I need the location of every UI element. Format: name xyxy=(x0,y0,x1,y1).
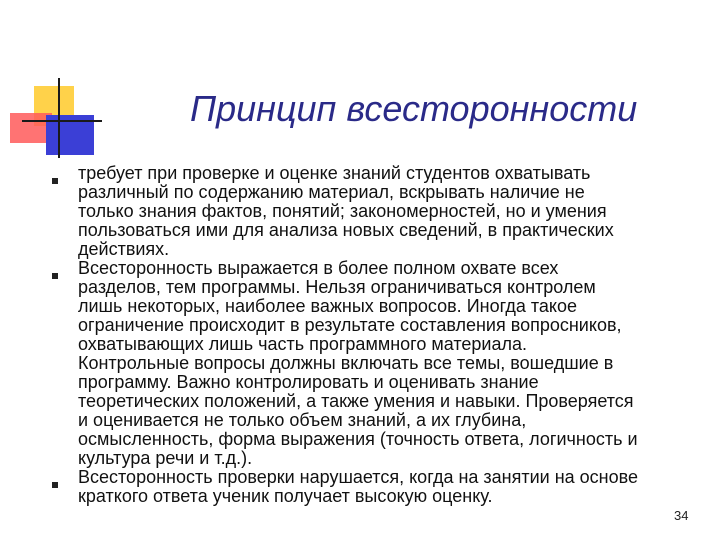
logo-vertical-line xyxy=(58,78,60,158)
bullet-text: требует при проверке и оценке знаний студентов охватывать различный по содержанию материал, вскрывать наличие не только знания фактов, понятий; закономерностей, но и умения пользоваться ими для анализа новых сведений, в практических действиях. xyxy=(78,163,614,259)
bullet-text: Всесторонность проверки нарушается, когда на занятии на основе краткого ответа ученик получает высокую оценку. xyxy=(78,467,639,506)
bullet-list xyxy=(52,164,702,506)
bullet-text: Всесторонность выражается в более полном охвате всех разделов, тем программы. Нельзя ограничиваться контролем лишь некоторых, наиболее важных вопросов. Иногда такое ограничение происходит в результате составления вопросников, охватывающих лишь часть программного материала. Контрольные вопросы должны включать все темы, вошедшие в программу. Важно контролировать и оценивать знание теоретических положений, а также умения и навыки. Проверяется и оценивается не только объем знаний, а их глубина, осмысленность, форма выражения (точность ответа, логичность и культура речи и т.д.). xyxy=(78,258,638,468)
bullet-item xyxy=(52,259,702,468)
square-bullet-icon xyxy=(52,178,58,184)
bullet-item xyxy=(52,164,702,259)
slide-title: Принцип всесторонности xyxy=(190,88,638,129)
page-number: 34 xyxy=(674,508,689,523)
bullet-item xyxy=(52,468,702,506)
logo-horizontal-line xyxy=(22,120,102,122)
square-bullet-icon xyxy=(52,273,58,279)
square-bullet-icon xyxy=(52,482,58,488)
